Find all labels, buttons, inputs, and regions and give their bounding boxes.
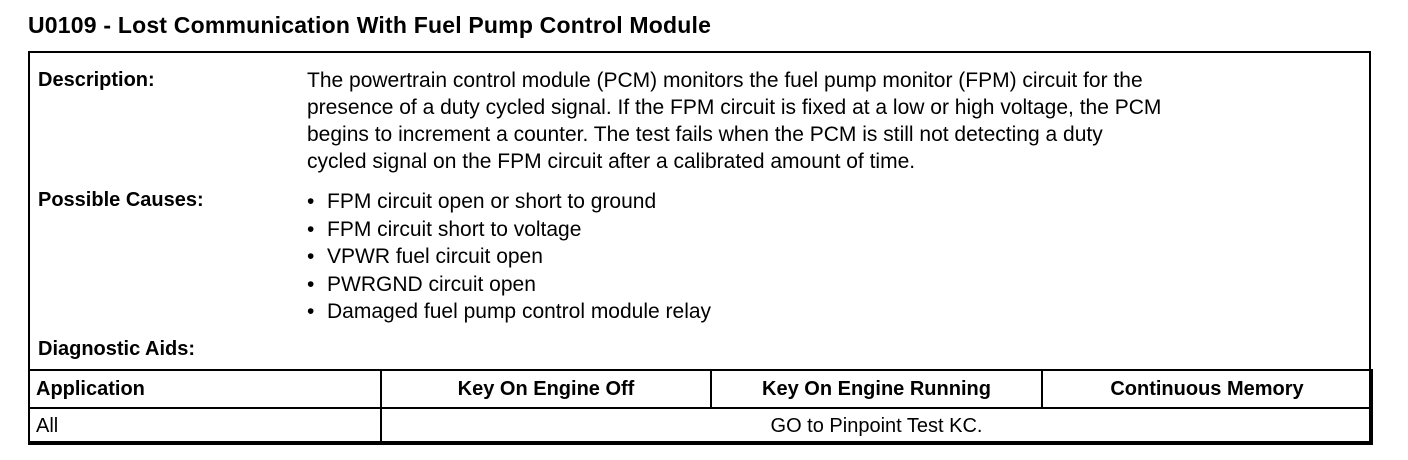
bullet-icon: • (307, 245, 315, 268)
list-item (307, 271, 711, 299)
possible-causes-list (307, 188, 711, 326)
list-item (307, 216, 711, 244)
bullet-icon: • (307, 272, 315, 296)
cause-text: VPWR fuel circuit open (327, 245, 543, 268)
application-table (28, 369, 1373, 445)
cause-text: PWRGND circuit open (327, 272, 536, 296)
action-cell: GO to Pinpoint Test KC. (381, 408, 1372, 444)
bullet-icon: • (307, 217, 315, 241)
possible-causes-label: Possible Causes: (38, 189, 204, 211)
column-header-koer: Key On Engine Running (711, 370, 1042, 408)
description-line: The powertrain control module (PCM) monitors the fuel pump monitor (FPM) circuit for the (307, 69, 1143, 92)
cause-text: Damaged fuel pump control module relay (327, 300, 712, 323)
description-line: begins to increment a counter. The test fails when the PCM is still not detecting a duty (307, 123, 1103, 146)
description-line: cycled signal on the FPM circuit after a calibrated amount of time. (307, 150, 916, 173)
list-item (307, 188, 711, 216)
column-header-continuous-memory: Continuous Memory (1042, 370, 1372, 408)
table-row (29, 408, 1372, 444)
list-item (307, 243, 711, 271)
cause-text: FPM circuit open or short to ground (327, 190, 657, 213)
column-header-application: Application (29, 370, 381, 408)
column-header-koeo: Key On Engine Off (381, 370, 711, 408)
bullet-icon: • (307, 190, 315, 213)
description-line: presence of a duty cycled signal. If the FPM circuit is fixed at a low or high voltage, the PCM (307, 96, 1162, 119)
table-header-row (29, 370, 1372, 408)
diagnostic-aids-label: Diagnostic Aids: (38, 338, 196, 360)
description-text (307, 67, 1367, 175)
list-item (307, 298, 711, 326)
dtc-info-box (28, 51, 1371, 443)
application-cell: All (29, 408, 381, 444)
page-title: U0109 - Lost Communication With Fuel Pump Control Module (28, 12, 712, 38)
cause-text: FPM circuit short to voltage (327, 217, 582, 241)
description-label: Description: (38, 69, 155, 91)
bullet-icon: • (307, 300, 315, 323)
